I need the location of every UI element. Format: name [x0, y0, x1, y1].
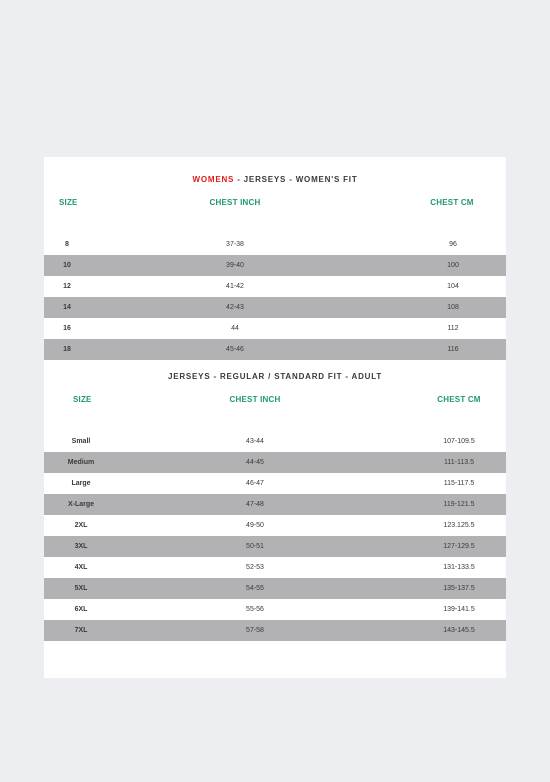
cell-inch: 39-40: [226, 262, 244, 269]
cell-size: Large: [71, 480, 91, 487]
cell-inch: 55-56: [246, 606, 264, 613]
cell-size: X-Large: [67, 501, 95, 508]
adult-header-chest-inch: CHEST INCH: [229, 395, 281, 404]
cell-inch: 37-38: [226, 241, 244, 248]
cell-cm: 127-129.5: [443, 543, 475, 550]
cell-inch: 43-44: [246, 438, 264, 445]
cell-inch: 45-46: [226, 346, 244, 353]
cell-size: 4XL: [74, 564, 88, 571]
table-row: [44, 276, 506, 297]
cell-inch: 52-53: [246, 564, 264, 571]
cell-size: 8: [65, 241, 69, 248]
cell-size: 16: [63, 325, 71, 332]
cell-size: Medium: [67, 459, 95, 466]
table-row: [44, 234, 506, 255]
cell-inch: 46-47: [246, 480, 264, 487]
cell-cm: 107-109.5: [443, 438, 475, 445]
cell-cm: 100: [447, 262, 459, 269]
cell-size: Small: [71, 438, 91, 445]
womens-header-size: SIZE: [59, 198, 78, 207]
womens-title-rest: - JERSEYS - WOMEN'S FIT: [234, 175, 358, 184]
cell-inch: 54-55: [246, 585, 264, 592]
cell-size: 2XL: [74, 522, 88, 529]
table-row: [44, 557, 506, 578]
size-chart-card: [44, 157, 506, 678]
table-row: [44, 536, 506, 557]
table-row: [44, 297, 506, 318]
table-row: [44, 515, 506, 536]
cell-inch: 42-43: [226, 304, 244, 311]
adult-header-size: SIZE: [73, 395, 92, 404]
table-row: [44, 318, 506, 339]
cell-cm: 131-133.5: [443, 564, 475, 571]
womens-header-chest-cm: CHEST CM: [430, 198, 474, 207]
cell-size: 3XL: [74, 543, 88, 550]
cell-cm: 115-117.5: [443, 480, 475, 487]
table-row: [44, 578, 506, 599]
womens-label: WOMENS: [192, 175, 235, 184]
cell-size: 14: [63, 304, 71, 311]
table-row: [44, 494, 506, 515]
table-row: [44, 452, 506, 473]
cell-cm: 143-145.5: [443, 627, 475, 634]
cell-cm: 96: [449, 241, 457, 248]
cell-size: 12: [63, 283, 71, 290]
cell-size: 6XL: [74, 606, 88, 613]
cell-cm: 111-113.5: [444, 459, 474, 466]
cell-cm: 123.125.5: [443, 522, 475, 529]
cell-cm: 119-121.5: [443, 501, 475, 508]
womens-table-title: [44, 175, 506, 184]
cell-cm: 116: [447, 346, 459, 353]
table-row: [44, 431, 506, 452]
adult-table-title: JERSEYS - REGULAR / STANDARD FIT - ADULT: [167, 372, 383, 381]
table-row: [44, 339, 506, 360]
cell-size: 7XL: [74, 627, 88, 634]
cell-inch: 41-42: [226, 283, 244, 290]
cell-size: 18: [63, 346, 71, 353]
cell-cm: 104: [447, 283, 459, 290]
cell-inch: 44: [231, 325, 239, 332]
cell-inch: 44-45: [246, 459, 264, 466]
table-row: [44, 473, 506, 494]
cell-cm: 108: [447, 304, 459, 311]
cell-inch: 50-51: [246, 543, 264, 550]
cell-inch: 57-58: [246, 627, 264, 634]
table-row: [44, 620, 506, 641]
adult-header-chest-cm: CHEST CM: [437, 395, 481, 404]
cell-cm: 135-137.5: [443, 585, 475, 592]
table-row: [44, 255, 506, 276]
cell-size: 10: [63, 262, 71, 269]
cell-inch: 49-50: [246, 522, 264, 529]
cell-cm: 112: [447, 325, 459, 332]
cell-size: 5XL: [74, 585, 88, 592]
womens-header-chest-inch: CHEST INCH: [209, 198, 261, 207]
cell-inch: 47-48: [246, 501, 264, 508]
cell-cm: 139-141.5: [443, 606, 475, 613]
table-row: [44, 599, 506, 620]
